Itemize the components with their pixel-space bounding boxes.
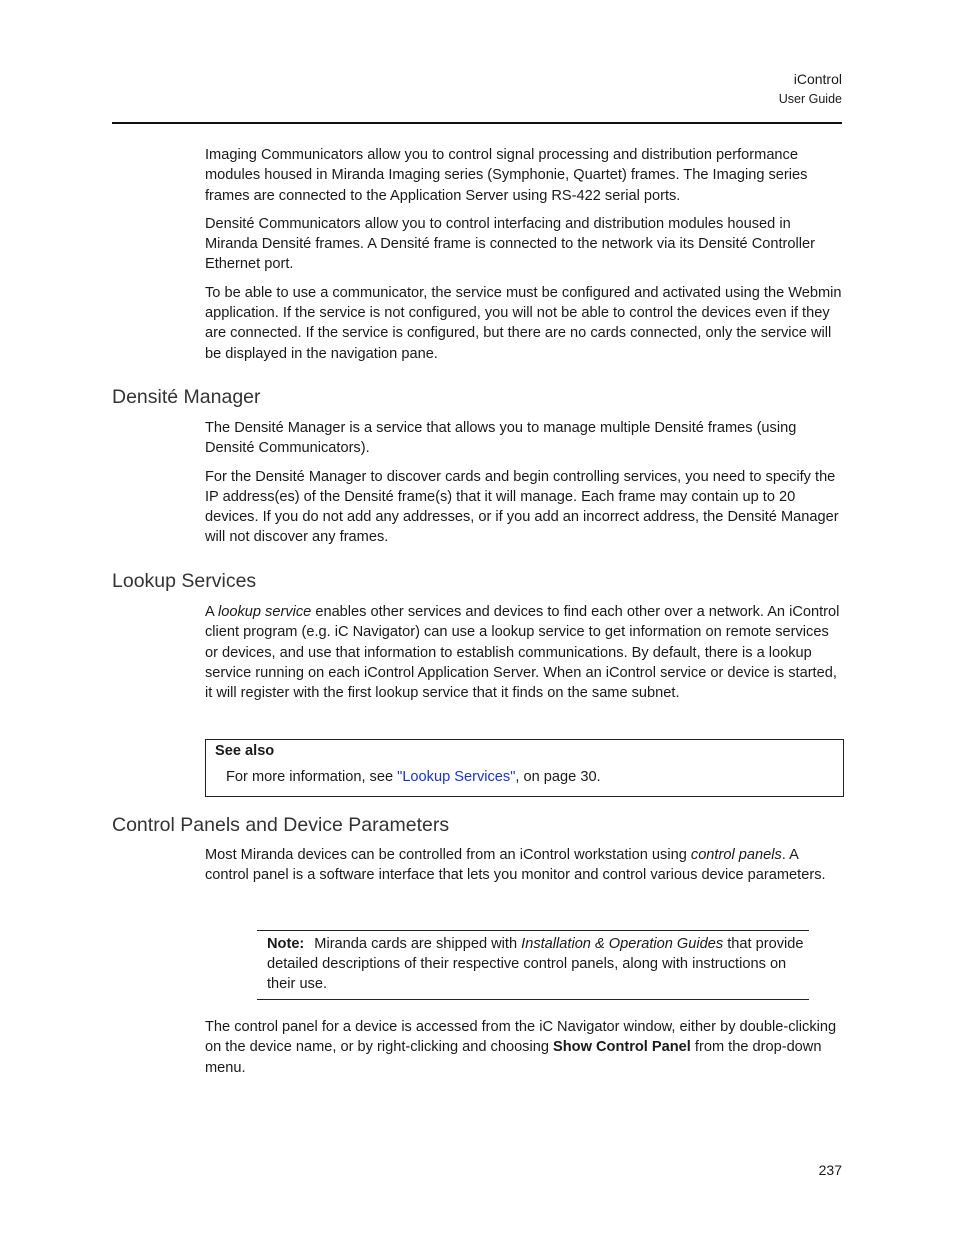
note-box: Note: Miranda cards are shipped with Installation & Operation Guides that provide detailed descriptions of their respective control panels, along with instructions on their use. xyxy=(257,930,809,1000)
control-panels-heading: Control Panels and Device Parameters xyxy=(112,814,450,836)
control-paragraph-1: Most Miranda devices can be controlled from an iControl workstation using control panels. A control panel is a software interface that lets you monitor and control various device parameters. xyxy=(205,847,826,884)
lookup-services-link[interactable]: "Lookup Services" xyxy=(397,769,516,785)
header-subtitle: User Guide xyxy=(778,92,842,106)
control-panels-term: control panels xyxy=(690,847,782,863)
intro-paragraph-imaging: Imaging Communicators allow you to control signal processing and distribution performance modules housed in Miranda Imaging series (Symphonie, Quartet) frames. The Imaging series frames are connected to the Application Server using RS-422 serial ports. xyxy=(205,147,808,204)
intro-paragraph-configure: To be able to use a communicator, the service must be configured and activated using the Webmin application. If the service is not configured, you will not be able to control the devices even if they are connected. If the service is configured, but there are no cards connected, only the service will be displayed in the navigation pane. xyxy=(205,284,842,362)
densite-section xyxy=(205,418,845,548)
see-also-title: See also xyxy=(215,743,275,759)
densite-paragraph-1: The Densité Manager is a service that allows you to manage multiple Densité frames (using Densité Communicators). xyxy=(205,420,797,457)
intro-paragraph-densite: Densité Communicators allow you to control interfacing and distribution modules housed in Miranda Densité frames. A Densité frame is connected to the network via its Densité Controller Ethernet port. xyxy=(205,215,815,273)
lookup-services-heading: Lookup Services xyxy=(112,570,257,592)
densite-paragraph-2: For the Densité Manager to discover cards and begin controlling services, you need to specify the IP address(es) of the Densité frame(s) that it will manage. Each frame may contain up to 20 devices. If you do not add any addresses, or if you add an incorrect address, the Densité Manager will not discover any frames. xyxy=(205,468,839,546)
page-number: 237 xyxy=(818,1162,842,1178)
guides-title: Installation & Operation Guides xyxy=(521,936,724,952)
densite-manager-heading: Densité Manager xyxy=(112,386,261,408)
lookup-paragraph: A lookup service enables other services and devices to find each other over a network. An iControl client program (e.g. iC Navigator) can use a lookup service to get information on remote services or devices, and use that information to establish communications. By default, there is a lookup service running on each iControl Application Server. When an iControl service or device is started, it will register with the first lookup service that it finds on the same subnet. xyxy=(205,604,840,702)
header-rule xyxy=(112,122,842,124)
control-section xyxy=(205,845,845,886)
lookup-service-term: lookup service xyxy=(217,604,312,620)
control-panel-access-section xyxy=(205,1017,845,1078)
intro-section xyxy=(205,145,845,364)
see-also-text: For more information, see "Lookup Services", on page 30. xyxy=(226,769,601,785)
show-control-panel-label: Show Control Panel xyxy=(553,1039,691,1056)
see-also-box xyxy=(205,739,844,797)
lookup-section xyxy=(205,602,845,703)
note-label: Note: xyxy=(267,936,305,952)
control-paragraph-2: The control panel for a device is accessed from the iC Navigator window, either by double-clicking on the device name, or by right-clicking and choosing Show Control Panel from the drop-down menu. xyxy=(205,1019,837,1076)
header-title: iControl xyxy=(793,71,842,87)
